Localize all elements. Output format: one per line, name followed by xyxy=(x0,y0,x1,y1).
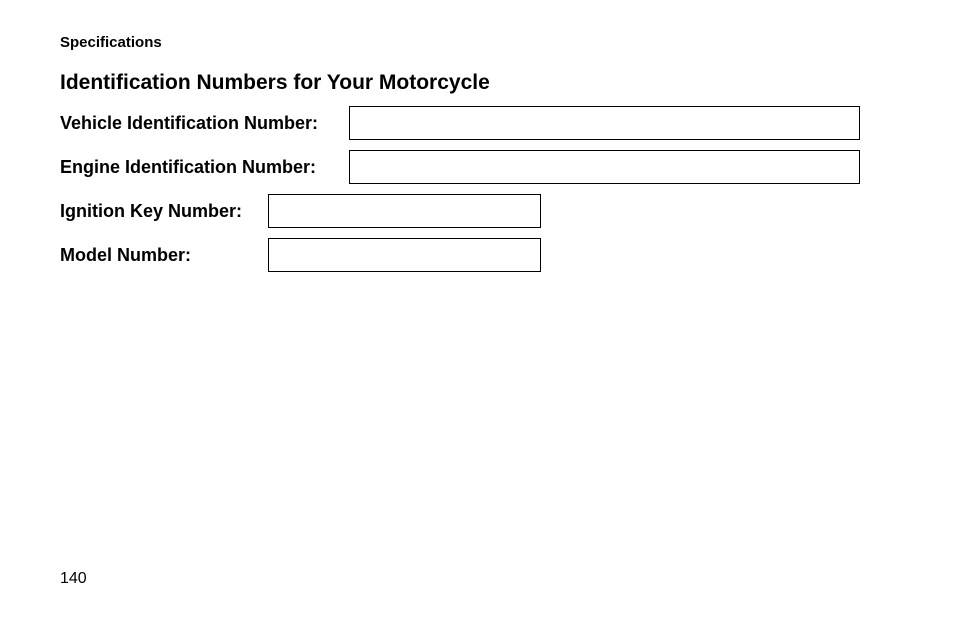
ignition-key-number-label: Ignition Key Number: xyxy=(60,201,243,221)
page-title: Identification Numbers for Your Motorcycle xyxy=(60,71,490,94)
ignition-key-number-field[interactable] xyxy=(268,194,541,228)
section-header: Specifications xyxy=(60,34,162,51)
engine-identification-number-label: Engine Identification Number: xyxy=(60,157,317,177)
engine-identification-number-field[interactable] xyxy=(349,150,860,184)
page-number: 140 xyxy=(60,570,87,587)
vehicle-identification-number-label: Vehicle Identification Number: xyxy=(60,113,319,133)
model-number-label: Model Number: xyxy=(60,245,192,265)
vehicle-identification-number-field[interactable] xyxy=(349,106,860,140)
model-number-field[interactable] xyxy=(268,238,541,272)
